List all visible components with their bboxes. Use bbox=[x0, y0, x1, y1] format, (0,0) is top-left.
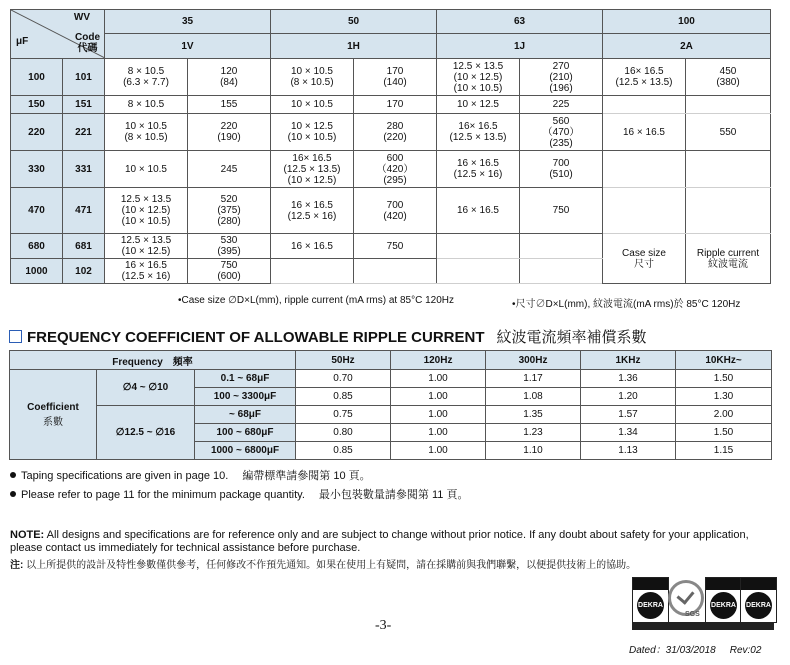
code-cell: 221 bbox=[63, 114, 105, 151]
frequency-header: 120Hz bbox=[391, 351, 486, 370]
section-title-zh: 紋波電流頻率補償系數 bbox=[496, 329, 647, 346]
case-size-range: ∅12.5 ~ ∅16 bbox=[97, 406, 195, 460]
code-header-row bbox=[11, 34, 771, 59]
coefficient-value: 1.08 bbox=[486, 388, 581, 406]
case-size-cell: 10 × 10.5 (8 × 10.5) bbox=[105, 114, 188, 151]
case-size-cell: 16× 16.5 (12.5 × 13.5) (10 × 12.5) bbox=[271, 151, 354, 188]
coefficient-value: 0.85 bbox=[296, 442, 391, 460]
coefficient-value: 1.50 bbox=[676, 424, 772, 442]
code-cell: 471 bbox=[63, 188, 105, 234]
bullet-taping bbox=[10, 467, 371, 483]
capacitance-cell: 1000 bbox=[11, 259, 63, 284]
frequency-coefficient-table bbox=[9, 350, 772, 460]
table-row bbox=[10, 370, 772, 388]
case-size-range: ∅4 ~ ∅10 bbox=[97, 370, 195, 406]
note-label-zh: 注: bbox=[10, 560, 24, 571]
frequency-header: 10KHz~ bbox=[676, 351, 772, 370]
case-size-cell: 16 × 16.5 (12.5 × 16) bbox=[271, 188, 354, 234]
capacitance-cell: 150 bbox=[11, 96, 63, 114]
ripple-current-cell: 245 bbox=[188, 151, 271, 188]
case-size-cell: 10 × 10.5 (8 × 10.5) bbox=[271, 59, 354, 96]
voltage-header: 35 bbox=[105, 10, 271, 34]
corner-header bbox=[11, 10, 105, 59]
coefficient-value: 1.36 bbox=[581, 370, 676, 388]
table-row bbox=[11, 234, 771, 259]
coefficient-value: 1.35 bbox=[486, 406, 581, 424]
ripple-current-cell: 560 （470） (235) bbox=[520, 114, 603, 151]
case-size-cell: 16× 16.5 (12.5 × 13.5) bbox=[437, 114, 520, 151]
voltage-header-row bbox=[11, 10, 771, 34]
note-text-zh: 以上所提供的設計及特性參數僅供參考，任何修改不作預先通知。如果在使用上有疑問，請在採購前與我們聯繫，以便提供技術上的協助。 bbox=[23, 560, 637, 571]
ripple-current-cell: 750 bbox=[354, 234, 437, 259]
ripple-current-cell: 220 (190) bbox=[188, 114, 271, 151]
coefficient-value: 1.13 bbox=[581, 442, 676, 460]
ripple-current-cell: 225 bbox=[520, 96, 603, 114]
checkbox-square-icon bbox=[9, 330, 22, 343]
frequency-header: 1KHz bbox=[581, 351, 676, 370]
ripple-current-cell: 750 bbox=[520, 188, 603, 234]
ripple-current-cell: 530 (395) bbox=[188, 234, 271, 259]
ripple-current-cell: 520 (375) (280) bbox=[188, 188, 271, 234]
capacitance-range: 100 ~ 680μF bbox=[195, 424, 296, 442]
coefficient-value: 1.34 bbox=[581, 424, 676, 442]
footnote-zh: •尺寸∅D×L(mm), 紋波電流(mA rms)於 85°C 120Hz bbox=[512, 299, 741, 310]
case-size-cell: 16 × 16.5 bbox=[271, 234, 354, 259]
bullet-text: Please refer to page 11 for the minimum package quantity. bbox=[21, 489, 305, 501]
ripple-current-cell: 700 (420) bbox=[354, 188, 437, 234]
ripple-current-cell: 270 (210) (196) bbox=[520, 59, 603, 96]
case-size-cell: 12.5 × 13.5 (10 × 12.5) bbox=[105, 234, 188, 259]
bullet-package bbox=[10, 486, 468, 502]
ripple-current-cell: 170 (140) bbox=[354, 59, 437, 96]
frequency-header: 50Hz bbox=[296, 351, 391, 370]
voltage-code-header: 1J bbox=[437, 34, 603, 59]
capacitance-range: 100 ~ 3300μF bbox=[195, 388, 296, 406]
table-row bbox=[11, 188, 771, 234]
code-cell: 151 bbox=[63, 96, 105, 114]
case-size-cell: 10 × 10.5 bbox=[271, 96, 354, 114]
coefficient-value: 1.00 bbox=[391, 442, 486, 460]
capacitance-cell: 100 bbox=[11, 59, 63, 96]
table-row bbox=[11, 151, 771, 188]
code-cell: 102 bbox=[63, 259, 105, 284]
capacitance-cell: 470 bbox=[11, 188, 63, 234]
capacitance-range: 1000 ~ 6800μF bbox=[195, 442, 296, 460]
note-paragraph-zh bbox=[10, 556, 636, 571]
case-size-cell: 16 × 16.5 bbox=[603, 114, 686, 151]
case-size-cell: 10 × 12.5 (10 × 10.5) bbox=[271, 114, 354, 151]
empty-cell bbox=[354, 259, 437, 284]
ripple-current-cell: 170 bbox=[354, 96, 437, 114]
ripple-current-cell: 700 (510) bbox=[520, 151, 603, 188]
bullet-dot-icon bbox=[10, 491, 16, 497]
case-size-cell: 16 × 16.5 (12.5 × 16) bbox=[105, 259, 188, 284]
code-cell: 101 bbox=[63, 59, 105, 96]
coefficient-value: 0.70 bbox=[296, 370, 391, 388]
coefficient-value: 1.00 bbox=[391, 406, 486, 424]
dated-text: Dated：31/03/2018 bbox=[629, 645, 716, 656]
ripple-current-cell: 155 bbox=[188, 96, 271, 114]
empty-cell bbox=[686, 151, 771, 188]
case-size-cell: 12.5 × 13.5 (10 × 12.5) (10 × 10.5) bbox=[437, 59, 520, 96]
ripple-current-cell: 120 (84) bbox=[188, 59, 271, 96]
frequency-header: 300Hz bbox=[486, 351, 581, 370]
voltage-header: 63 bbox=[437, 10, 603, 34]
empty-cell bbox=[520, 234, 603, 259]
page-number: -3- bbox=[375, 618, 392, 633]
bullet-text: Taping specifications are given in page 10. bbox=[21, 470, 229, 482]
case-size-cell: 16× 16.5 (12.5 × 13.5) bbox=[603, 59, 686, 96]
empty-cell bbox=[603, 188, 686, 234]
table-row bbox=[11, 114, 771, 151]
coefficient-value: 1.57 bbox=[581, 406, 676, 424]
revision-text: Rev:02 bbox=[729, 645, 762, 656]
section-heading bbox=[9, 326, 647, 347]
case-size-cell: 8 × 10.5 (6.3 × 7.7) bbox=[105, 59, 188, 96]
empty-cell bbox=[603, 96, 686, 114]
voltage-header: 100 bbox=[603, 10, 771, 34]
bullet-dot-icon bbox=[10, 472, 16, 478]
sgs-cert-logo: SGS bbox=[667, 580, 703, 620]
code-cell: 331 bbox=[63, 151, 105, 188]
case-size-cell: 16 × 16.5 (12.5 × 16) bbox=[437, 151, 520, 188]
coefficient-label: Coefficient 系數 bbox=[10, 370, 97, 460]
code-label: Code 代碼 bbox=[75, 32, 100, 54]
voltage-code-header: 2A bbox=[603, 34, 771, 59]
capacitance-range: ~ 68μF bbox=[195, 406, 296, 424]
empty-cell bbox=[603, 151, 686, 188]
voltage-code-header: 1H bbox=[271, 34, 437, 59]
note-paragraph bbox=[10, 529, 780, 555]
frequency-header-row bbox=[10, 351, 772, 370]
empty-cell bbox=[271, 259, 354, 284]
legend-ripple-current: Ripple current 紋波電流 bbox=[686, 234, 771, 284]
empty-cell bbox=[437, 259, 520, 284]
coefficient-value: 1.00 bbox=[391, 424, 486, 442]
frequency-label: Frequency 頻率 bbox=[10, 351, 296, 370]
coefficient-value: 0.75 bbox=[296, 406, 391, 424]
bullet-text-zh: 最小包裝數量請參閱第 11 頁。 bbox=[318, 489, 469, 501]
coefficient-value: 1.00 bbox=[391, 370, 486, 388]
coefficient-value: 1.20 bbox=[581, 388, 676, 406]
voltage-header: 50 bbox=[271, 10, 437, 34]
case-size-cell: 12.5 × 13.5 (10 × 12.5) (10 × 10.5) bbox=[105, 188, 188, 234]
empty-cell bbox=[686, 188, 771, 234]
bullet-text-zh: 編帶標準請參閱第 10 頁。 bbox=[242, 470, 371, 482]
case-size-cell: 10 × 12.5 bbox=[437, 96, 520, 114]
case-size-cell: 16 × 16.5 bbox=[437, 188, 520, 234]
dekra-cert-logo: DEKRA bbox=[632, 577, 669, 623]
cert-caption-strip bbox=[632, 622, 774, 630]
dekra-cert-logo: DEKRA bbox=[705, 577, 742, 623]
coefficient-value: 1.50 bbox=[676, 370, 772, 388]
ripple-current-cell: 600 （420） (295) bbox=[354, 151, 437, 188]
case-size-cell: 10 × 10.5 bbox=[105, 151, 188, 188]
wv-label: WV bbox=[73, 12, 90, 23]
empty-cell bbox=[686, 96, 771, 114]
coefficient-value: 2.00 bbox=[676, 406, 772, 424]
coefficient-value: 1.10 bbox=[486, 442, 581, 460]
empty-cell bbox=[520, 259, 603, 284]
coefficient-value: 1.00 bbox=[391, 388, 486, 406]
coefficient-value: 0.85 bbox=[296, 388, 391, 406]
capacitance-cell: 330 bbox=[11, 151, 63, 188]
note-text: All designs and specifications are for reference only and are subject to change without prior notice. If any doubt about safety for your application, please contact us immediately for technical assistance before purchase. bbox=[10, 529, 749, 554]
coefficient-value: 1.23 bbox=[486, 424, 581, 442]
footnote-en: •Case size ∅D×L(mm), ripple current (mA rms) at 85°C 120Hz bbox=[178, 295, 455, 306]
table-row bbox=[11, 96, 771, 114]
table-row bbox=[10, 406, 772, 424]
capacitance-cell: 220 bbox=[11, 114, 63, 151]
dekra-cert-logo: DEKRA bbox=[740, 577, 777, 623]
document-date bbox=[629, 641, 775, 656]
code-cell: 681 bbox=[63, 234, 105, 259]
table-row bbox=[11, 59, 771, 96]
capacitor-spec-table bbox=[10, 9, 771, 284]
ripple-current-cell: 750 (600) bbox=[188, 259, 271, 284]
coefficient-value: 0.80 bbox=[296, 424, 391, 442]
uf-label: μF bbox=[16, 36, 29, 47]
ripple-current-cell: 280 (220) bbox=[354, 114, 437, 151]
ripple-current-cell: 450 (380) bbox=[686, 59, 771, 96]
legend-case-size: Case size 尺寸 bbox=[603, 234, 686, 284]
case-size-cell: 8 × 10.5 bbox=[105, 96, 188, 114]
empty-cell bbox=[437, 234, 520, 259]
coefficient-value: 1.17 bbox=[486, 370, 581, 388]
coefficient-value: 1.30 bbox=[676, 388, 772, 406]
coefficient-value: 1.15 bbox=[676, 442, 772, 460]
ripple-current-cell: 550 bbox=[686, 114, 771, 151]
note-label: NOTE: bbox=[10, 529, 45, 541]
voltage-code-header: 1V bbox=[105, 34, 271, 59]
section-title: FREQUENCY COEFFICIENT OF ALLOWABLE RIPPLE CURRENT bbox=[27, 329, 485, 346]
capacitance-cell: 680 bbox=[11, 234, 63, 259]
capacitance-range: 0.1 ~ 68μF bbox=[195, 370, 296, 388]
